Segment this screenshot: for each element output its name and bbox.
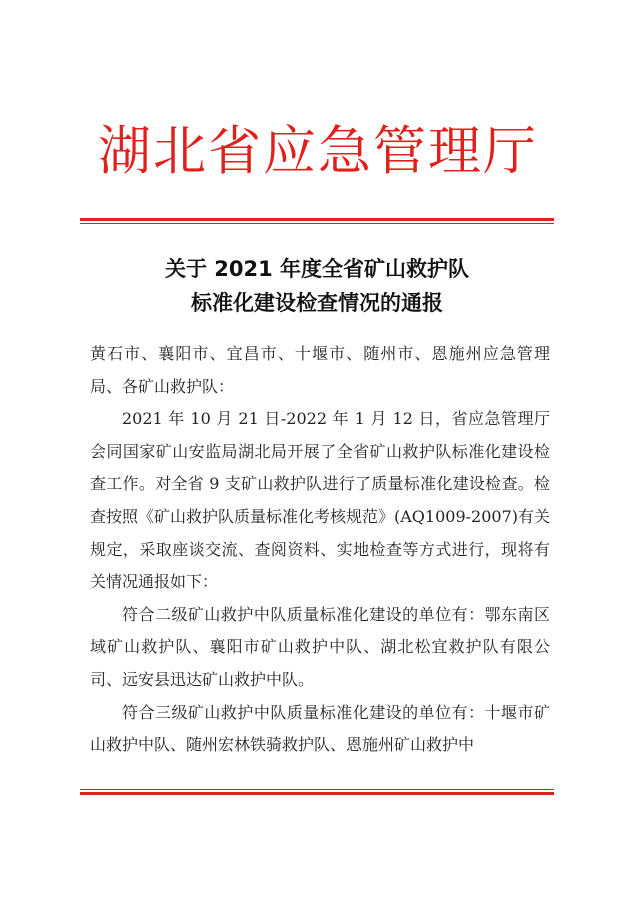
addressee: 黄石市、襄阳市、宜昌市、十堰市、随州市、恩施州应急管理局、各矿山救护队：	[90, 344, 550, 396]
paragraph: 符合二级矿山救护中队质量标准化建设的单位有：鄂东南区域矿山救护队、襄阳市矿山救护中队、湖北松宜救护队有限公司、远安县迅达矿山救护中队。	[90, 604, 550, 689]
paragraph: 符合三级矿山救护中队质量标准化建设的单位有：十堰市矿山救护中队、随州宏林铁骑救护队、恩施州矿山救护中	[90, 702, 550, 755]
paragraph: 2021 年 10 月 21 日-2022 年 1 月 12 日，省应急管理厅会同国家矿山安监局湖北局开展了全省矿山救护队标准化建设检查工作。对全省 9 支矿山救护队进行了质量标准化建设检查。检查按照《矿山救护队质量标准化考核规范》(AQ1009-2007)有关规定，采取座谈交流、查阅资料、实地检查等方式进行，现将有关情况通报如下：	[90, 409, 551, 592]
header-rule-thick	[80, 218, 554, 221]
footer-rule-thick	[80, 792, 554, 795]
document-title-line-1: 关于 2021 年度全省矿山救护队	[164, 257, 470, 281]
footer-rule-thin	[80, 789, 554, 790]
document-body	[90, 338, 550, 762]
letterhead-org-name: 湖北省应急管理厅	[98, 121, 538, 182]
document-title-line-2: 标准化建设检查情况的通报	[191, 291, 443, 315]
header-rule-thin	[80, 223, 554, 224]
